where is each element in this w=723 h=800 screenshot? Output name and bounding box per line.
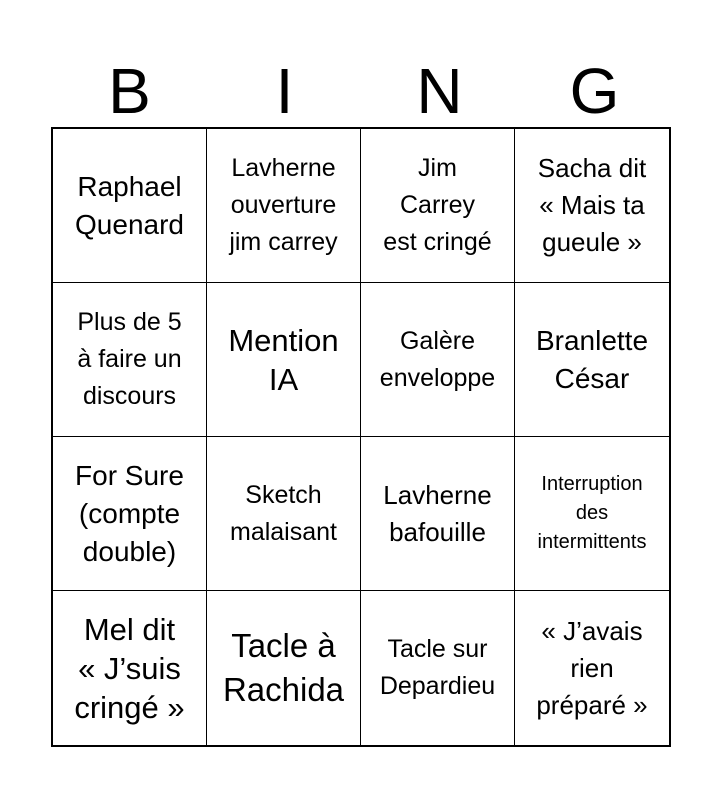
bingo-cell-text: Lavherne bafouille (383, 479, 492, 547)
bingo-cell-text: For Sure (compte double) (75, 459, 184, 567)
bingo-cell-text: « J’avais rien préparé » (536, 615, 648, 720)
bingo-cell[interactable] (207, 283, 361, 437)
bingo-cell[interactable] (207, 129, 361, 283)
header-letter-n: N (416, 55, 463, 127)
bingo-cell-text: Sacha dit « Mais ta gueule » (537, 153, 647, 257)
bingo-cell-text: Sketch malaisant (230, 480, 337, 546)
bingo-cell[interactable] (515, 129, 669, 283)
bingo-cell-text: Raphael Quenard (75, 170, 184, 240)
bingo-header (52, 55, 672, 127)
bingo-cell[interactable] (515, 437, 669, 591)
bingo-cell[interactable] (361, 129, 515, 283)
bingo-cell-text: Lavherne ouverture jim carrey (229, 154, 338, 256)
bingo-board (51, 127, 671, 747)
bingo-cell-text: Branlette César (535, 324, 649, 394)
header-letter-g: G (569, 55, 620, 127)
bingo-cell-text: Plus de 5 à faire un discours (77, 308, 182, 410)
bingo-cell-text: Tacle sur Depardieu (379, 635, 496, 700)
bingo-cell-text: Tacle à Rachida (222, 627, 345, 708)
bingo-cell[interactable] (515, 283, 669, 437)
bingo-cell[interactable] (361, 283, 515, 437)
bingo-cell-text: Galère enveloppe (379, 326, 496, 392)
bingo-cell-text: Jim Carrey est cringé (383, 154, 492, 256)
bingo-cell[interactable] (53, 283, 207, 437)
bingo-cell-text: Mel dit « J’suis cringé » (74, 611, 185, 725)
bingo-cell[interactable] (53, 437, 207, 591)
bingo-cell-text: Mention IA (228, 322, 339, 397)
header-letter-i: I (275, 55, 294, 127)
bingo-cell[interactable] (53, 591, 207, 745)
bingo-cell[interactable] (361, 591, 515, 745)
bingo-cell[interactable] (207, 437, 361, 591)
bingo-cell[interactable] (361, 437, 515, 591)
bingo-cell[interactable] (207, 591, 361, 745)
header-letter-b: B (108, 55, 151, 127)
bingo-cell[interactable] (53, 129, 207, 283)
bingo-cell-text: Interruption des intermittents (537, 473, 647, 553)
bingo-cell[interactable] (515, 591, 669, 745)
